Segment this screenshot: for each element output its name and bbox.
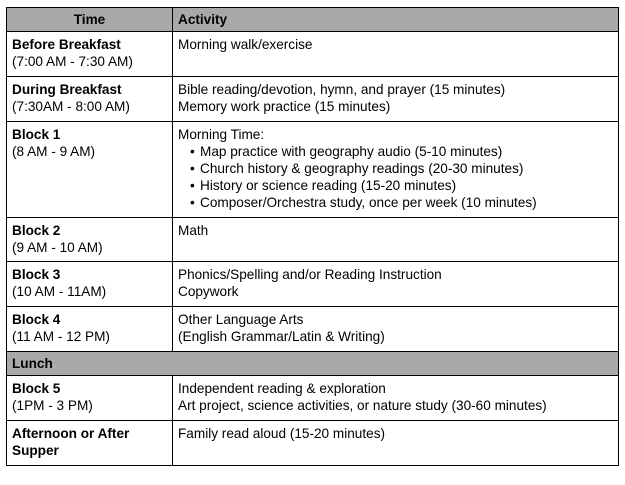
activity-cell	[173, 77, 619, 122]
table-row	[7, 77, 619, 122]
table-row	[7, 32, 619, 77]
activity-cell	[173, 122, 619, 218]
table-row	[7, 218, 619, 262]
activity-line: Bible reading/devotion, hymn, and prayer (15 minutes)	[178, 82, 506, 97]
activity-cell	[173, 32, 619, 77]
time-label: During Breakfast	[12, 82, 122, 97]
activity-line: Memory work practice (15 minutes)	[178, 99, 391, 114]
time-label: Block 1	[12, 127, 61, 142]
time-cell	[7, 122, 173, 218]
activity-line: Other Language Arts	[178, 312, 304, 327]
time-cell	[7, 32, 173, 77]
activity-cell	[173, 421, 619, 466]
table-row	[7, 262, 619, 307]
activity-line: Phonics/Spelling and/or Reading Instruction	[178, 267, 442, 282]
activity-cell	[173, 218, 619, 262]
time-cell	[7, 77, 173, 122]
activity-line: Art project, science activities, or nature study (30-60 minutes)	[178, 398, 547, 413]
table-row	[7, 421, 619, 466]
activity-cell	[173, 376, 619, 421]
time-label: Block 3	[12, 267, 61, 282]
time-label: Block 4	[12, 312, 61, 327]
time-range: (7:30AM - 8:00 AM)	[12, 99, 130, 114]
time-cell	[7, 307, 173, 352]
lunch-label: Lunch	[7, 352, 619, 376]
activity-line: Morning walk/exercise	[178, 37, 313, 52]
daily-schedule-table	[6, 7, 619, 466]
table-row	[7, 307, 619, 352]
table-row	[7, 122, 619, 218]
list-item: • Composer/Orchestra study, once per week (10 minutes)	[190, 194, 613, 211]
list-item: • Church history & geography readings (20-30 minutes)	[190, 160, 613, 177]
activity-line: Independent reading & exploration	[178, 381, 386, 396]
activity-line: Morning Time:	[178, 127, 265, 142]
list-item: • Map practice with geography audio (5-10 minutes)	[190, 143, 613, 160]
time-range: (11 AM - 12 PM)	[12, 329, 110, 344]
activity-line: Math	[178, 223, 209, 238]
time-cell	[7, 421, 173, 466]
time-range: (1PM - 3 PM)	[12, 398, 93, 413]
lunch-row	[7, 352, 619, 376]
morning-time-list	[178, 143, 613, 211]
time-cell	[7, 218, 173, 262]
activity-column-header: Activity	[173, 8, 619, 32]
time-label: Afternoon or After Supper	[12, 426, 130, 458]
activity-cell	[173, 262, 619, 307]
time-range: (9 AM - 10 AM)	[12, 240, 103, 255]
time-label: Before Breakfast	[12, 37, 121, 52]
time-range: (10 AM - 11AM)	[12, 284, 107, 299]
activity-line: Family read aloud (15-20 minutes)	[178, 426, 386, 441]
table-row	[7, 376, 619, 421]
activity-line: Copywork	[178, 284, 239, 299]
time-cell	[7, 262, 173, 307]
time-label: Block 2	[12, 223, 61, 238]
schedule-container	[6, 7, 619, 466]
time-range: (8 AM - 9 AM)	[12, 144, 96, 159]
activity-line: (English Grammar/Latin & Writing)	[178, 329, 385, 344]
table-header-row	[7, 8, 619, 32]
activity-cell	[173, 307, 619, 352]
list-item: • History or science reading (15-20 minutes)	[190, 177, 613, 194]
time-range: (7:00 AM - 7:30 AM)	[12, 54, 133, 69]
time-column-header: Time	[7, 8, 173, 32]
time-label: Block 5	[12, 381, 61, 396]
time-cell	[7, 376, 173, 421]
